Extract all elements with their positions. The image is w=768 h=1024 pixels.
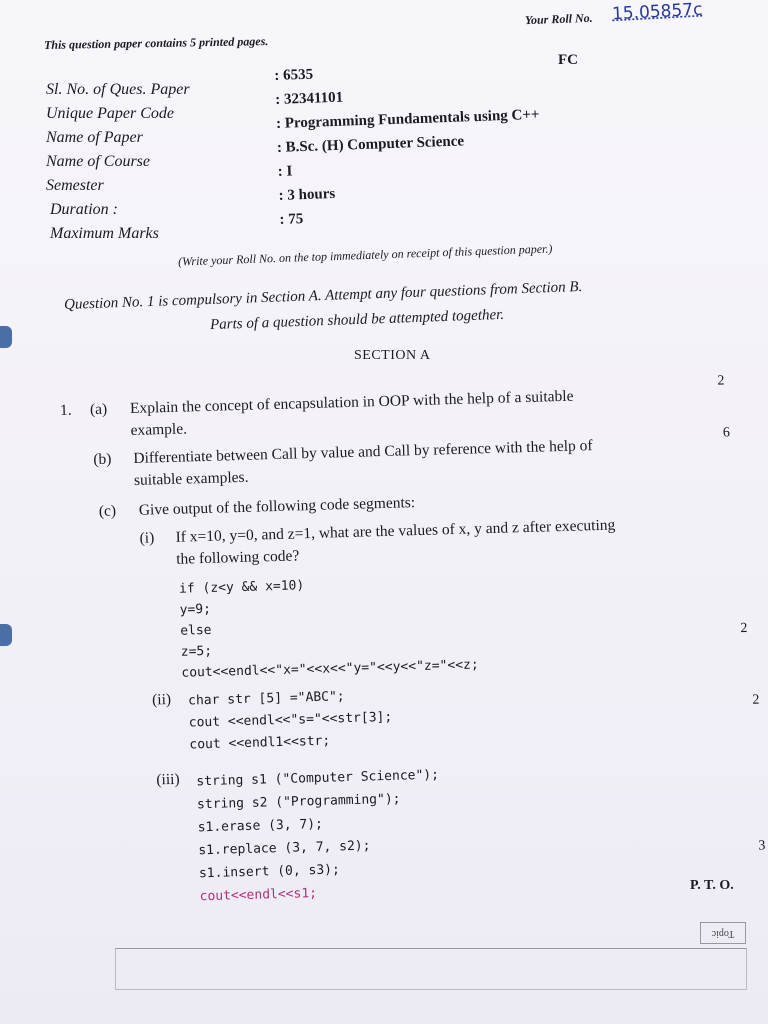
info-value: : B.Sc. (H) Computer Science bbox=[276, 133, 465, 156]
code-line: cout <<endl<<"s="<<str[3]; bbox=[188, 709, 393, 731]
code-line: z=5; bbox=[180, 643, 213, 660]
sub-i-code bbox=[179, 570, 479, 683]
code-line: string s2 ("Programming"); bbox=[196, 791, 401, 813]
code-line: else bbox=[180, 622, 212, 639]
code-line: cout<<endl<<"x="<<x<<"y="<<y<<"z="<<z; bbox=[181, 657, 479, 681]
binder-tab bbox=[0, 326, 12, 348]
info-value: : 6535 bbox=[274, 66, 314, 84]
fold-line bbox=[115, 948, 747, 990]
paper-code: FC bbox=[558, 52, 578, 68]
sub-ii-label: (ii) bbox=[151, 691, 172, 709]
info-label: Name of Course bbox=[46, 153, 150, 170]
binder-tab bbox=[0, 624, 12, 646]
code-line: cout<<endl<<s1; bbox=[199, 886, 318, 905]
part-c-text: Give output of the following code segments: bbox=[138, 494, 416, 519]
part-c-label: (c) bbox=[98, 502, 117, 520]
info-value: : I bbox=[277, 163, 293, 180]
sub-i-text: If x=10, y=0, and z=1, what are the values of x, y and z after executing bbox=[175, 516, 616, 546]
code-line: char str [5] ="ABC"; bbox=[187, 689, 345, 709]
sub-i-label: (i) bbox=[139, 529, 155, 547]
code-line: s1.replace (3, 7, s2); bbox=[198, 838, 371, 859]
instruction-line-1: Question No. 1 is compulsory in Section A. Attempt any four questions from Section B. bbox=[63, 278, 583, 314]
part-a-label: (a) bbox=[89, 400, 108, 419]
question-number: 1. bbox=[59, 401, 72, 419]
info-labels bbox=[46, 78, 190, 246]
pto-note: P. T. O. bbox=[690, 878, 734, 893]
info-value: : 32341101 bbox=[274, 89, 344, 108]
code-line: s1.erase (3, 7); bbox=[197, 816, 324, 836]
code-line: cout <<endl1<<str; bbox=[189, 733, 331, 753]
part-a-text-cont: example. bbox=[130, 420, 188, 440]
part-b-marks: 6 bbox=[722, 425, 731, 441]
part-b-text: Differentiate between Call by value and Call by reference with the help of bbox=[133, 437, 593, 467]
part-a-text: Explain the concept of encapsulation in OOP with the help of a suitable bbox=[129, 387, 574, 418]
sub-ii-marks: 2 bbox=[752, 692, 760, 708]
part-b-label: (b) bbox=[93, 450, 112, 469]
info-label: Sl. No. of Ques. Paper bbox=[46, 81, 190, 98]
info-label: Name of Paper bbox=[46, 129, 143, 146]
roll-number: 15.05857c bbox=[611, 0, 703, 25]
sub-i-text-cont: the following code? bbox=[175, 547, 300, 568]
roll-instruction: (Write your Roll No. on the top immediately on receipt of this question paper.) bbox=[177, 241, 553, 269]
sub-ii-code bbox=[188, 685, 393, 757]
info-values bbox=[274, 55, 543, 232]
instruction-line-2: Parts of a question should be attempted together. bbox=[209, 306, 505, 334]
info-label: Semester bbox=[46, 177, 104, 194]
sub-iii-code bbox=[196, 764, 442, 909]
part-a-marks: 2 bbox=[717, 373, 725, 389]
pages-note: This question paper contains 5 printed pages. bbox=[43, 34, 269, 52]
code-line: if (z<y && x=10) bbox=[178, 578, 305, 597]
sub-iii-label: (iii) bbox=[156, 770, 180, 789]
roll-label: Your Roll No. bbox=[524, 10, 593, 28]
info-label: Unique Paper Code bbox=[46, 105, 174, 122]
topic-stamp: Topic bbox=[700, 922, 746, 944]
code-line: s1.insert (0, s3); bbox=[198, 862, 341, 882]
sub-iii-marks: 3 bbox=[758, 838, 766, 854]
section-heading: SECTION A bbox=[354, 348, 431, 363]
info-value: : 3 hours bbox=[278, 185, 336, 204]
info-value: : Programming Fundamentals using C++ bbox=[275, 106, 540, 132]
part-b-text-cont: suitable examples. bbox=[133, 468, 249, 489]
code-line: string s1 ("Computer Science"); bbox=[196, 767, 440, 790]
info-value: : 75 bbox=[279, 211, 304, 228]
sub-i-marks: 2 bbox=[740, 620, 748, 637]
code-line: y=9; bbox=[179, 601, 212, 618]
info-label: Maximum Marks bbox=[50, 225, 159, 242]
info-label: Duration : bbox=[50, 201, 118, 218]
